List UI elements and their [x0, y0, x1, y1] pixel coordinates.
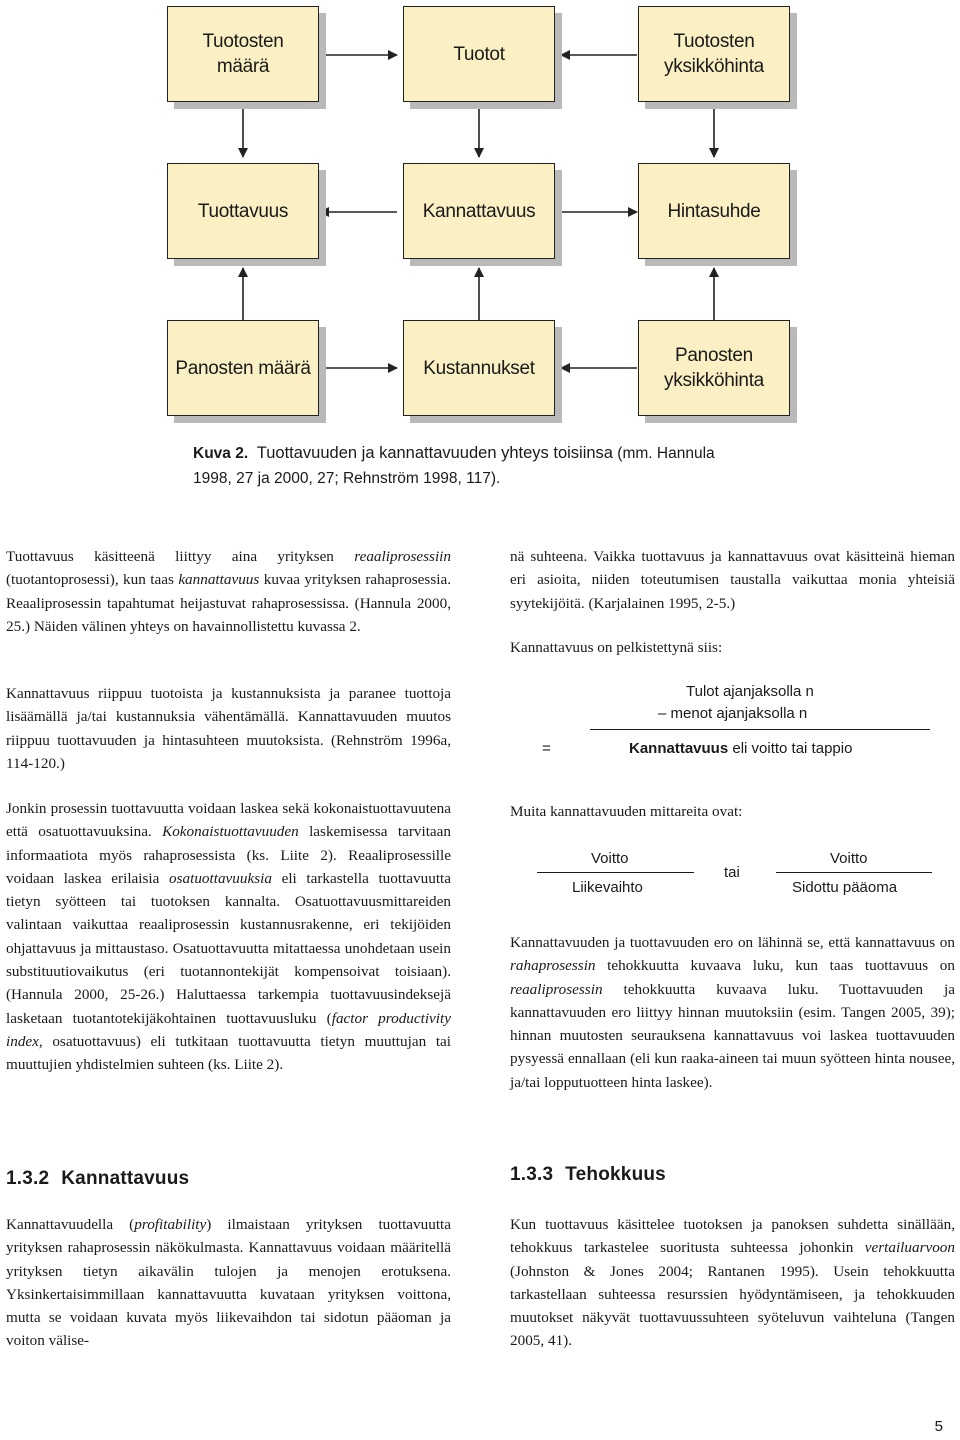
paragraph: nä suhteena. Vaikka tuottavuus ja kannattavuus ovat käsitteinä hieman eri asioita, niiden toteutumisen taustalla vaikuttaa monia yhteisiä syytekijöitä. (Karjalainen 1995, 2-5.) — [510, 548, 955, 612]
right-column-p4 — [510, 931, 955, 1094]
formula2-num2: Voitto — [830, 850, 868, 867]
figure-caption — [193, 441, 813, 491]
box-input-unit-price: Panosten yksikköhinta — [638, 320, 790, 416]
right-column-p3 — [510, 800, 955, 823]
box-output-quantity: Tuotosten määrä — [167, 6, 319, 102]
left-column — [6, 545, 451, 638]
fraction-line — [776, 872, 932, 873]
right-column-p1 — [510, 545, 955, 615]
box-input-quantity: Panosten määrä — [167, 320, 319, 416]
paragraph: Kannattavuus riippuu tuotoista ja kustannuksista ja paranee tuottoja lisäämällä ja/tai kustannuksia vähentämällä. Kannattavuuden muutos riippuu tuottavuuden ja hintasuhteen muutoksista. (Rehnström 1996a, 114-120.) — [6, 685, 451, 772]
formula-equals: = — [542, 740, 551, 757]
paragraph: Kannattavuuden ja tuottavuuden ero on lähinnä se, että kannattavuus on rahaprosessin tehokkuutta kuvaava luku, kun taas tuottavuus on reaaliprosessin tehokkuutta kuvaava luku. Tuottavuuden ja kannattavuuden ero liittyy hinnan muutoksiin (esim. Tangen 2005, 39); hinnan muutosten seurauksena kannattavuus voi laskea tuottavuuden pysyessä ennallaan (eli kun raaka-aineen tai muun syötteen hinta nousee, ja/tai lopputuotteen hinta laskee). — [510, 934, 955, 1091]
box-revenue: Tuotot — [403, 6, 555, 102]
box-profitability: Kannattavuus — [403, 163, 555, 259]
fraction-line — [537, 872, 694, 873]
box-costs: Kustannukset — [403, 320, 555, 416]
section-heading-profitability: 1.3.2 Kannattavuus — [6, 1168, 190, 1189]
box-productivity: Tuottavuus — [167, 163, 319, 259]
paragraph: Tuottavuus käsitteenä liittyy aina yrityksen reaaliprosessiin (tuotantoprosessi), kun taas kannattavuus kuvaa yrityksen rahaprosessia. Reaaliprosessin tapahtumat heijastuvat rahaprosessissa. (Hannula 2000, 25.) Näiden välinen yhteys on havainnollistettu kuvassa 2. — [6, 548, 451, 635]
caption-source-1: (mm. Hannula — [617, 445, 715, 462]
formula-result: Kannattavuus eli voitto tai tappio — [629, 740, 853, 757]
box-output-unit-price: Tuotosten yksikköhinta — [638, 6, 790, 102]
formula2-den1: Liikevaihto — [572, 879, 643, 896]
paragraph: Kun tuottavuus käsittelee tuotoksen ja panoksen suhdetta sinällään, tehokkuus tarkastelee suoritusta suhteessa johonkin vertailuarvoon (Johnston & Jones 2004; Rantanen 1995). Usein tehokkuutta tarkastellaan suhteessa resurssien hyödyntämiseen, ja tehokkuuden muutokset näkyvät tuottavuussuhteen syöteluvun vaihteluna (Tangen 2005, 41). — [510, 1216, 955, 1350]
caption-source-2: 1998, 27 ja 2000, 27; Rehnström 1998, 117). — [193, 470, 501, 487]
page-number: 5 — [934, 1418, 943, 1435]
formula2-num1: Voitto — [591, 850, 629, 867]
section-heading-efficiency: 1.3.3 Tehokkuus — [510, 1164, 666, 1185]
box-price-ratio: Hintasuhde — [638, 163, 790, 259]
formula2-den2: Sidottu pääoma — [792, 879, 898, 896]
paragraph: Kannattavuus on pelkistettynä siis: — [510, 639, 723, 656]
left-column-p2 — [6, 682, 451, 775]
paragraph: Muita kannattavuuden mittareita ovat: — [510, 803, 743, 820]
paragraph: Jonkin prosessin tuottavuutta voidaan laskea sekä kokonaistuottavuutena että osatuottavuuksina. Kokonaistuottavuuden laskemisessa tarvitaan informaatiota myös rahaprosessista (ks. Liite 2). Reaaliprosessille voidaan laskea erilaisia osatuottavuuksia eli tarkastella tuottavuutta tietyn syötteen tai tuotoksen kannalta. Osatuottavuusmittareiden valintaan vaikuttaa reaaliprosessin kustannusrakenne, eri tekijöiden ohjattavuus ja mittaustaso. Osatuottavuutta mitattaessa unohdetaan usein substituutiovaikutus (eri tuotannontekijät kompensoivat toisiaan). (Hannula 2000, 25-26.) Haluttaessa tarkempia tuottavuusindeksejä lasketaan tuotantotekijäkohtainen tuottavuusluku (factor productivity index, osatuottavuus) eli tutkitaan tuottavuutta tietyn muuttujan tai muuttujien yhdistelmien suhteen (ks. Liite 2). — [6, 800, 451, 1074]
left-column-p4 — [6, 1213, 451, 1353]
right-column-p2 — [510, 636, 955, 659]
caption-title: Tuottavuuden ja kannattavuuden yhteys toisiinsa — [256, 444, 613, 462]
fraction-line — [590, 729, 930, 730]
right-column-p5 — [510, 1213, 955, 1353]
formula-minus: – menot ajanjaksolla n — [658, 705, 808, 722]
paragraph: Kannattavuudella (profitability) ilmaistaan yrityksen tuottavuutta yrityksen rahaprosessin näkökulmasta. Kannattavuus voidaan määritellä yrityksen tietyn aikavälin tulojen ja menojen erotuksena. Yksinkertaisimmillaan kannattavuutta kuvataan yrityksen voittona, mutta se voidaan kuvata myös liikevaihdon tai sidotun pääoman ja voiton välise- — [6, 1216, 451, 1350]
left-column-p3 — [6, 797, 451, 1077]
formula2-or: tai — [724, 864, 740, 881]
relationship-diagram — [0, 0, 960, 430]
caption-label: Kuva 2. — [193, 445, 249, 462]
formula-numerator: Tulot ajanjaksolla n — [686, 683, 814, 700]
